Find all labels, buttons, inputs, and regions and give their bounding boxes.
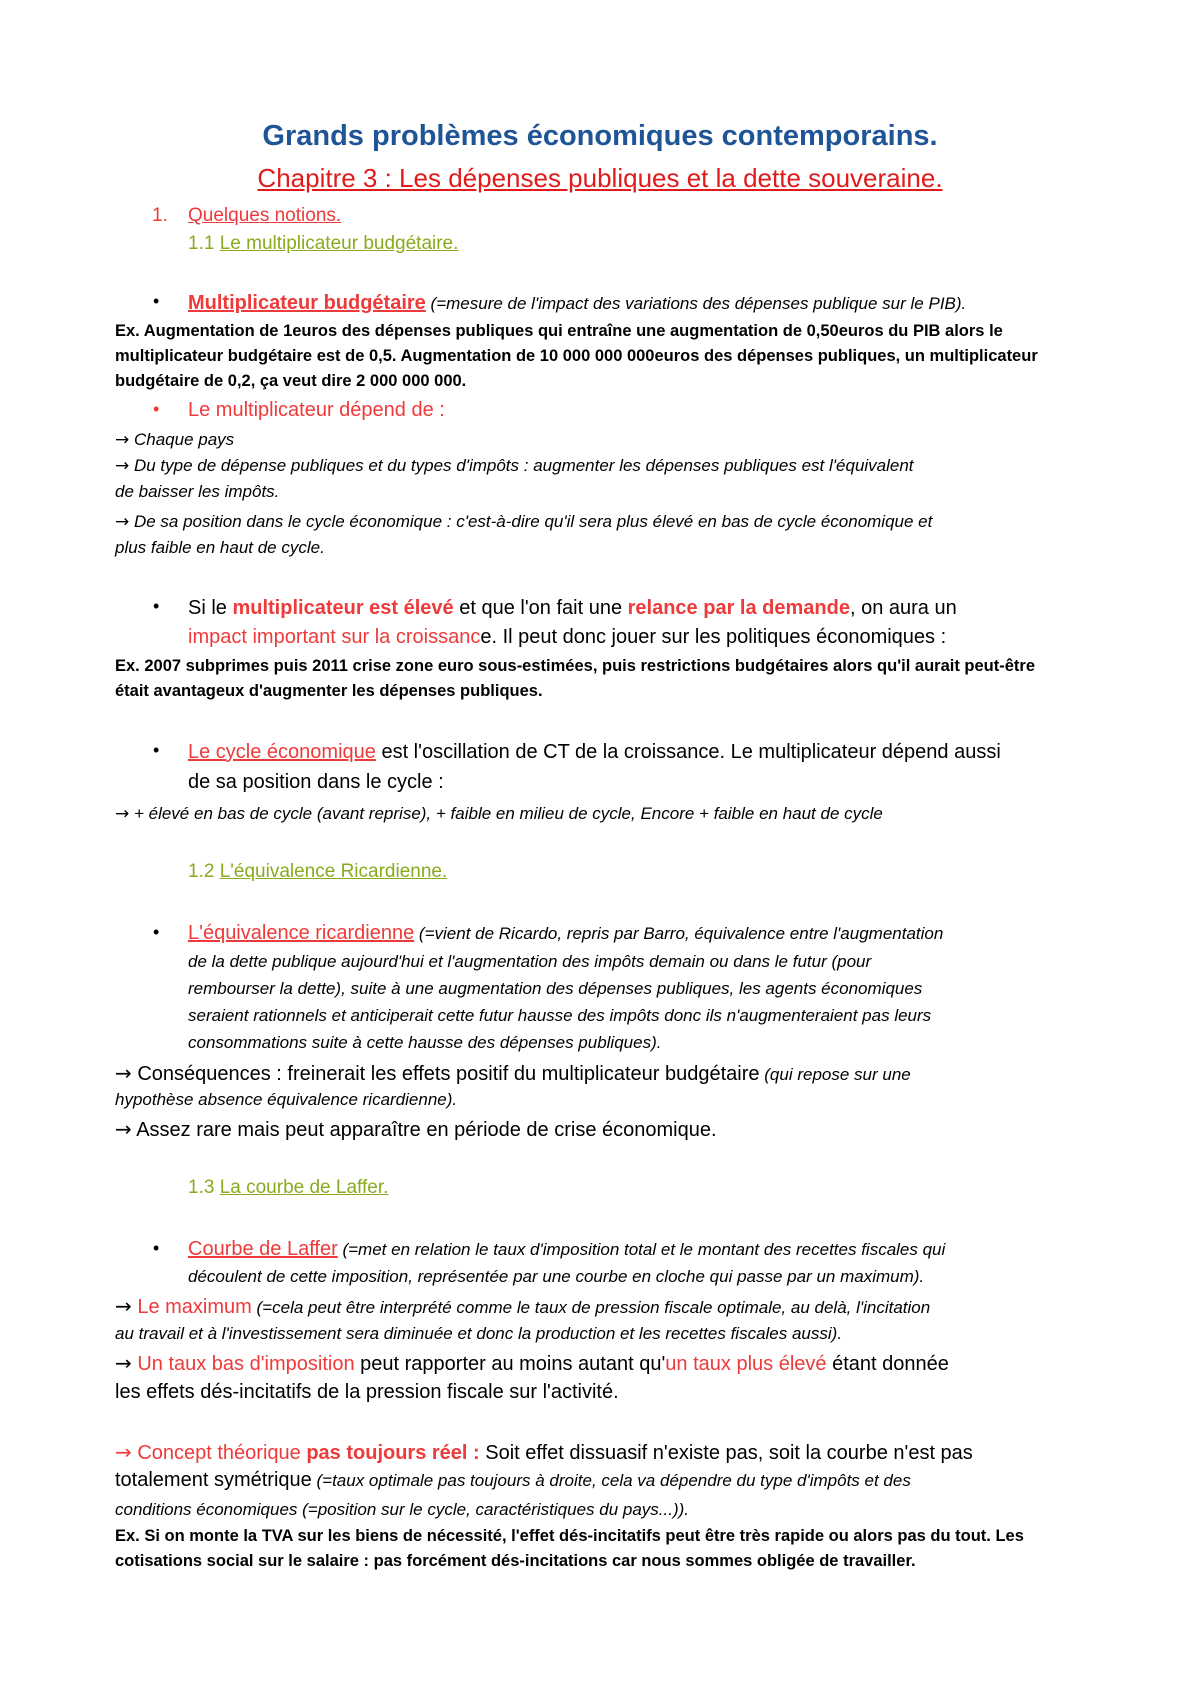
- text: Conséquences : freinerait les effets positif du multiplicateur budgétaire: [131, 1063, 760, 1085]
- subsection-title: Le multiplicateur budgétaire.: [219, 233, 459, 254]
- arrow-icon: →: [115, 456, 130, 476]
- bullet: •: [153, 399, 160, 419]
- arrow-item: [115, 1294, 930, 1319]
- bullet: •: [153, 596, 160, 616]
- highlight: Un taux bas d'imposition: [131, 1353, 355, 1375]
- subsection-heading-1-3: [188, 1177, 388, 1199]
- document-title: Grands problèmes économiques contemporains.: [262, 120, 938, 152]
- arrow-item: [115, 512, 932, 532]
- text: étant donnée: [826, 1353, 949, 1375]
- bullet: •: [153, 1238, 160, 1258]
- bullet: •: [153, 740, 160, 760]
- definition-line: consommations suite à cette hausse des dépenses publiques).: [188, 1033, 662, 1052]
- term: L'équivalence ricardienne: [188, 922, 415, 944]
- text: (=cela peut être interprété comme le taux de pression fiscale optimale, au delà, l'incitation: [251, 1298, 931, 1317]
- paragraph-line: [188, 741, 1001, 764]
- arrow-icon: →: [115, 1117, 132, 1141]
- definition-line: découlent de cette imposition, représentée par une courbe en cloche qui passe par un maximum).: [188, 1267, 925, 1286]
- depends-heading: Le multiplicateur dépend de :: [188, 399, 445, 421]
- arrow-icon: →: [115, 512, 130, 532]
- section-number: 1.: [152, 205, 168, 226]
- subsection-title: L'équivalence Ricardienne.: [219, 861, 448, 882]
- paragraph-line: de sa position dans le cycle :: [188, 771, 444, 793]
- text: peut rapporter au moins autant qu': [354, 1353, 666, 1375]
- text: (=taux optimale pas toujours à droite, cela va dépendre du type d'impôts et des: [311, 1471, 911, 1490]
- arrow-item-text: Chaque pays: [129, 430, 235, 449]
- arrow-item: [115, 430, 234, 450]
- arrow-item-continued: plus faible en haut de cycle.: [115, 538, 325, 557]
- text: totalement symétrique: [115, 1469, 312, 1491]
- arrow-item-continued: les effets dés-incitatifs de la pression fiscale sur l'activité.: [115, 1381, 619, 1403]
- arrow-icon: →: [115, 430, 130, 450]
- example-line: Ex. 2007 subprimes puis 2011 crise zone euro sous-estimées, puis restrictions budgétaires alors qu'il aurait peut-être: [115, 657, 1036, 675]
- text: Si le: [188, 597, 233, 619]
- definition-text: (=vient de Ricardo, repris par Barro, équivalence entre l'augmentation: [414, 924, 944, 943]
- definition-text: (=met en relation le taux d'imposition total et le montant des recettes fiscales qui: [337, 1240, 946, 1259]
- definition-line: de la dette publique aujourd'hui et l'augmentation des impôts demain ou dans le futur (pour: [188, 952, 872, 971]
- arrow-item: [115, 1351, 949, 1376]
- definition-text: (=mesure de l'impact des variations des dépenses publique sur le PIB).: [425, 294, 967, 313]
- arrow-item-text: De sa position dans le cycle économique : c'est-à-dire qu'il sera plus élevé en bas de cycle économique et: [129, 512, 933, 531]
- arrow-item-text: Du type de dépense publiques et du types d'impôts : augmenter les dépenses publiques est l'équivalent: [129, 456, 914, 475]
- text: est l'oscillation de CT de la croissance. Le multiplicateur dépend aussi: [375, 741, 1001, 763]
- example-line: budgétaire de 0,2, ça veut dire 2 000 000 000.: [115, 372, 467, 390]
- text: (qui repose sur une: [759, 1065, 911, 1084]
- arrow-icon: →: [115, 1440, 132, 1464]
- arrow-item-continued: [115, 1469, 911, 1492]
- subsection-number: 1.3: [188, 1177, 215, 1198]
- subsection-number: 1.1: [188, 233, 215, 254]
- example-line: multiplicateur budgétaire est de 0,5. Augmentation de 10 000 000 000euros des dépenses publiques, un multiplicateur: [115, 347, 1038, 365]
- text: et que l'on fait une: [453, 597, 628, 619]
- arrow-item: [115, 456, 914, 476]
- definition-line: seraient rationnels et anticiperait cette futur hausse des impôts donc ils n'augmenteraient pas leurs: [188, 1006, 932, 1025]
- highlight: Concept théorique: [131, 1442, 307, 1464]
- subsection-title: La courbe de Laffer.: [219, 1177, 389, 1198]
- arrow-icon: →: [115, 1061, 132, 1085]
- arrow-icon: →: [115, 804, 130, 824]
- arrow-item: [115, 1061, 911, 1086]
- arrow-item: [115, 1440, 973, 1465]
- bullet: •: [153, 291, 160, 311]
- bullet: •: [153, 922, 160, 942]
- text: , on aura un: [849, 597, 957, 619]
- highlight: pas toujours réel :: [306, 1442, 480, 1464]
- arrow-icon: →: [115, 1351, 132, 1375]
- arrow-item-continued: au travail et à l'investissement sera diminuée et donc la production et les recettes fiscales aussi).: [115, 1324, 843, 1343]
- text: Assez rare mais peut apparaître en période de crise économique.: [131, 1119, 717, 1141]
- text: e. Il peut donc jouer sur les politiques économiques :: [480, 626, 947, 648]
- example-line: Ex. Si on monte la TVA sur les biens de nécessité, l'effet dés-incitatifs peut être très rapide ou alors pas du tout. Les: [115, 1527, 1024, 1545]
- paragraph-line: [188, 1238, 945, 1261]
- arrow-item-continued: conditions économiques (=position sur le cycle, caractéristiques du pays...)).: [115, 1500, 690, 1519]
- subsection-heading-1-2: [188, 861, 447, 883]
- highlight: multiplicateur est élevé: [232, 597, 454, 619]
- example-line: était avantageux d'augmenter les dépenses publiques.: [115, 682, 543, 700]
- highlight: relance par la demande: [627, 597, 850, 619]
- arrow-item: [115, 1117, 717, 1142]
- text: Soit effet dissuasif n'existe pas, soit la courbe n'est pas: [479, 1442, 973, 1464]
- subsection-number: 1.2: [188, 861, 215, 882]
- example-line: Ex. Augmentation de 1euros des dépenses publiques qui entraîne une augmentation de 0,50euros du PIB alors le: [115, 322, 1003, 340]
- subsection-heading-1-1: [188, 233, 458, 255]
- term: Multiplicateur budgétaire: [188, 292, 426, 314]
- definition-line: rembourser la dette), suite à une augmentation des dépenses publiques, les agents économiques: [188, 979, 923, 998]
- highlight: impact important sur la croissanc: [188, 626, 481, 648]
- paragraph-line: [188, 597, 957, 620]
- section-title: Quelques notions.: [188, 205, 342, 226]
- paragraph-line: [188, 626, 946, 649]
- arrow-item-continued: hypothèse absence équivalence ricardienne).: [115, 1090, 458, 1109]
- example-line: cotisations social sur le salaire : pas forcément dés-incitations car nous sommes obligée de travailler.: [115, 1552, 916, 1570]
- paragraph-line: [188, 922, 943, 945]
- term: Le cycle économique: [188, 741, 376, 763]
- arrow-item-text: + élevé en bas de cycle (avant reprise), + faible en milieu de cycle, Encore + faible en haut de cycle: [129, 804, 883, 823]
- highlight: Le maximum: [131, 1296, 252, 1318]
- arrow-item: [115, 804, 883, 824]
- chapter-heading: Chapitre 3 : Les dépenses publiques et la dette souveraine.: [257, 163, 943, 193]
- highlight: un taux plus élevé: [665, 1353, 827, 1375]
- arrow-item-continued: de baisser les impôts.: [115, 482, 280, 501]
- term: Courbe de Laffer: [188, 1238, 338, 1260]
- definition-multiplicateur: [188, 292, 966, 315]
- arrow-icon: →: [115, 1294, 132, 1318]
